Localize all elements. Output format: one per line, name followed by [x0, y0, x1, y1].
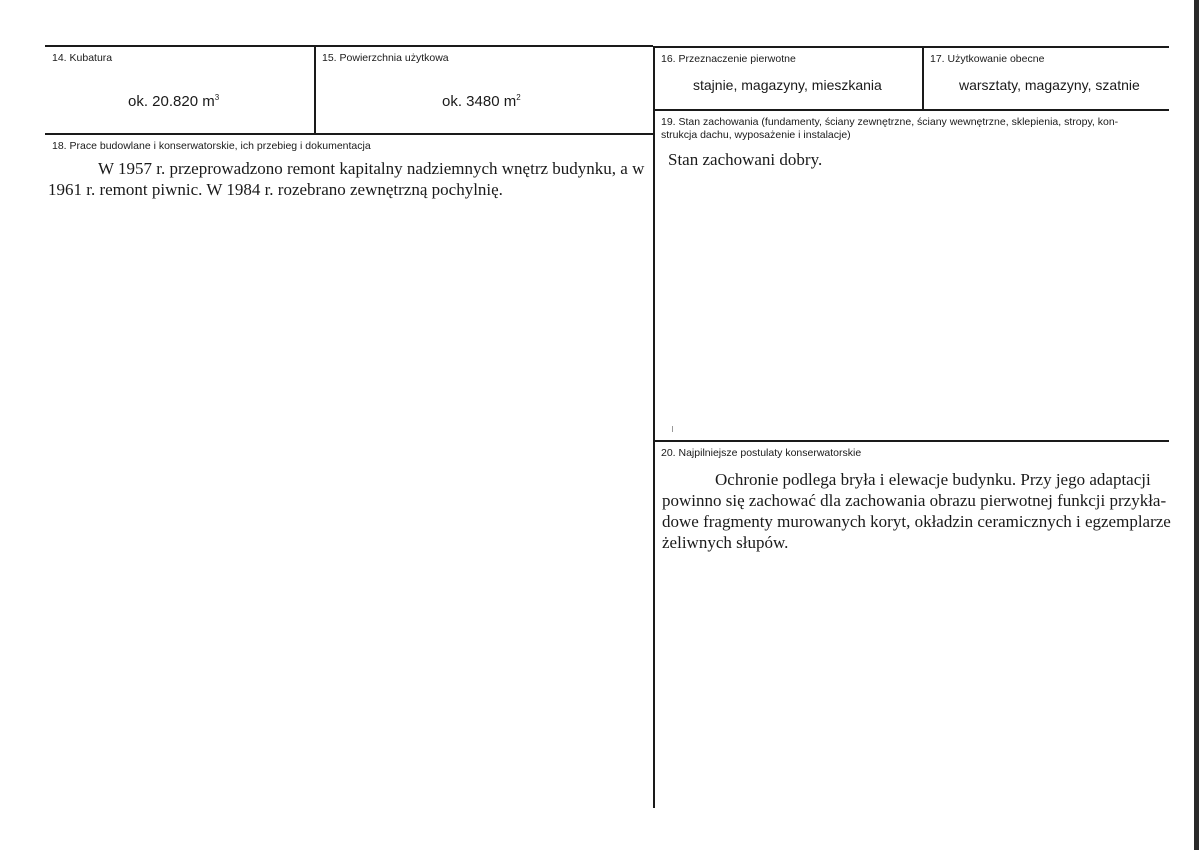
- field-19-value: Stan zachowani dobry.: [668, 150, 823, 169]
- rule-under-16-17: [653, 109, 1169, 111]
- field-20-text-line-3: dowe fragmenty murowanych koryt, okładzin ceramicznych i egzemplarze: [662, 512, 1171, 531]
- scan-tick: [672, 426, 673, 432]
- field-16-label: 16. Przeznaczenie pierwotne: [661, 53, 796, 65]
- field-18-label: 18. Prace budowlane i konserwatorskie, ich przebieg i dokumentacja: [52, 140, 371, 152]
- field-18-text-line-2: 1961 r. remont piwnic. W 1984 r. rozebrano zewnętrzną pochylnię.: [48, 180, 503, 199]
- field-18-text-line-1: W 1957 r. przeprowadzono remont kapitalny nadziemnych wnętrz budynku, a w: [98, 159, 645, 178]
- field-14-value: ok. 20.820 $m^3$: [128, 93, 220, 110]
- field-20-text-line-4: żeliwnych słupów.: [662, 533, 789, 552]
- field-19-label-line-2: strukcja dachu, wyposażenie i instalacje): [661, 129, 851, 141]
- top-rule-left: [45, 45, 653, 47]
- field-20-text-line-1: Ochronie podlega bryła i elewacje budynku. Przy jego adaptacji: [715, 470, 1151, 489]
- divider-16-17: [922, 46, 924, 109]
- divider-14-15: [314, 45, 316, 133]
- field-17-value: warsztaty, magazyny, szatnie: [959, 77, 1140, 93]
- rule-under-14-15: [45, 133, 653, 135]
- field-15-value: ok. 3480 $m^2$: [442, 93, 521, 110]
- field-20-label: 20. Najpilniejsze postulaty konserwatorskie: [661, 447, 862, 459]
- field-15-label: 15. Powierzchnia użytkowa: [322, 52, 449, 64]
- field-17-label: 17. Użytkowanie obecne: [930, 53, 1045, 65]
- top-rule-right: [653, 46, 1169, 48]
- scan-edge: [1194, 0, 1199, 850]
- field-20-text-line-2: powinno się zachować dla zachowania obrazu pierwotnej funkcji przykła-: [662, 491, 1167, 510]
- field-19-label-line-1: 19. Stan zachowania (fundamenty, ściany zewnętrzne, ściany wewnętrzne, sklepienia, stropy, kon-: [661, 116, 1119, 128]
- center-divider: [653, 46, 655, 808]
- rule-above-20: [653, 440, 1169, 442]
- field-16-value: stajnie, magazyny, mieszkania: [693, 77, 882, 93]
- field-14-label: 14. Kubatura: [52, 52, 113, 64]
